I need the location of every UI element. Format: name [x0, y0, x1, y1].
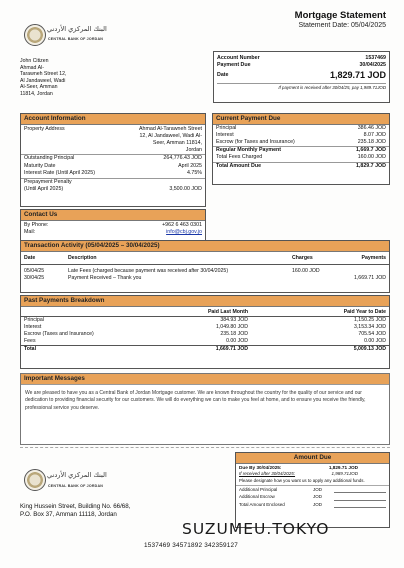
- amount-row: Date 1,829.71 JOD: [217, 70, 386, 81]
- coupon-header: Amount Due: [236, 453, 389, 464]
- current-payment-header: Current Payment Due: [213, 114, 389, 125]
- late-payment-note: If payment is received after 30/04/25, pay 1,989.71JOD: [278, 85, 386, 91]
- customer-address-line: Ahmad Al-: [20, 64, 44, 71]
- micr-line: 1537469 34571892 342359127: [144, 542, 239, 549]
- bank-seal-icon: [24, 24, 46, 46]
- account-information-box: [20, 113, 206, 207]
- account-info-row: Outstanding Principal 264,776.43 JOD: [24, 155, 202, 162]
- prepayment-penalty-row: Prepayment Penalty: [24, 179, 72, 186]
- coupon-due-row: Due By 30/04/2025: 1,829.71 JOD: [239, 464, 358, 470]
- phone-number[interactable]: +962 6 463 0301: [162, 221, 202, 228]
- current-payment-row: Interest 8.07 JOD: [216, 131, 386, 138]
- current-payment-row: Total Fees Charged 160.00 JOD: [216, 154, 386, 161]
- past-payments-row: Fees 0.00 JOD 0.00 JOD: [24, 337, 386, 344]
- bank-name-arabic: البنك المركزي الأردني: [47, 25, 107, 33]
- payment-coupon-box: [235, 452, 390, 528]
- past-payments-row: Interest 1,049.80 JOD 3,153.34 JOD: [24, 323, 386, 330]
- transaction-header-row: Date Description Charges Payments: [21, 255, 389, 265]
- current-payment-row: Escrow (for Taxes and Insurance) 235.18 JOD: [216, 139, 386, 145]
- account-number-row: Account Number 1537469: [217, 55, 386, 61]
- coupon-late-row: If received after 30/04/2025: 1,989.71JOD: [239, 471, 358, 477]
- tear-line: [20, 447, 390, 448]
- mail-row: Mail: info@cbj.gov.jo: [24, 228, 202, 235]
- amount-due: 1,829.71 JOD: [329, 70, 386, 81]
- phone-row: By Phone: +962 6 463 0301: [24, 221, 202, 228]
- footer-address: King Hussein Street, Building No. 66/68, P.O. Box 37, Amman 11118, Jordan: [20, 503, 131, 518]
- coupon-line: Additional Principal JOD: [236, 485, 389, 493]
- prepayment-penalty-value: 3,500.00 JOD: [169, 186, 202, 193]
- prepayment-penalty-value-row: (Until April 2025) 3,500.00 JOD: [24, 186, 202, 193]
- current-payment-row: Total Amount Due 1,829.7 JOD: [213, 162, 389, 170]
- customer-address-line: Al-Seer, Amman: [20, 84, 58, 91]
- transaction-activity-header: Transaction Activity (05/04/2025 – 30/04/2025): [21, 241, 389, 252]
- past-payments-row: Total 1,669.71 JOD 5,009.13 JOD: [21, 345, 389, 353]
- property-address-row: Property Address Ahmad Al-Tarawneh Street 12, Al Jandaweel, Wadi Al- Seer, Amman 11814, Jordan: [24, 125, 202, 154]
- watermark-text: SUZUMEU.TOKYO: [182, 520, 330, 538]
- account-info-row: Maturity Date April 2025: [24, 162, 202, 169]
- footer-bank-name-arabic: البنك المركزي الأردني: [47, 471, 107, 479]
- property-address: Ahmad Al-Tarawneh Street 12, Al Jandaweel, Wadi Al- Seer, Amman 11814, Jordan: [138, 125, 202, 154]
- past-payments-row: Principal 384.93 JOD 1,150.25 JOD: [24, 316, 386, 323]
- important-messages-header: Important Messages: [21, 374, 389, 385]
- account-summary-box: [213, 51, 390, 103]
- customer-name: John Citizen: [20, 58, 49, 64]
- current-payment-row: Regular Monthly Payment 1,669.7 JOD: [213, 146, 389, 154]
- page-title: Mortgage Statement: [294, 10, 386, 21]
- important-messages-box: [20, 373, 390, 445]
- customer-address: [20, 58, 86, 98]
- payment-due-row: Payment Due 30/04/2025: [217, 62, 386, 69]
- customer-address-line: Al Jandaweel, Wadi: [20, 77, 66, 84]
- past-payments-box: [20, 295, 390, 369]
- footer-bank-name-english: CENTRAL BANK OF JORDAN: [48, 484, 104, 488]
- past-payments-header: Past Payments Breakdown: [21, 296, 389, 307]
- email-link[interactable]: info@cbj.gov.jo: [166, 228, 202, 235]
- transaction-table: [21, 255, 389, 282]
- additional-principal-input[interactable]: [334, 486, 386, 493]
- contact-box: [20, 209, 206, 241]
- account-information-header: Account Information: [21, 114, 205, 125]
- past-payments-row: Escrow (Taxes and Insurance) 235.18 JOD 705.54 JOD: [24, 330, 386, 337]
- total-enclosed-input[interactable]: [334, 501, 386, 508]
- transaction-row: 05/04/25 Late Fees (charged because payment was received after 30/04/2025) 160.00 JOD: [24, 267, 320, 274]
- coupon-instruction: Please designate how you want us to apply any additional funds.: [239, 477, 365, 483]
- bank-name-english: CENTRAL BANK OF JORDAN: [48, 37, 104, 41]
- contact-header: Contact Us: [21, 210, 205, 221]
- customer-address-line: 11814, Jordan: [20, 90, 53, 97]
- current-payment-box: [212, 113, 390, 185]
- current-payment-rows: [213, 125, 389, 170]
- past-payments-header-row: Paid Last Month Paid Year to Date: [21, 309, 389, 317]
- additional-escrow-input[interactable]: [334, 493, 386, 500]
- customer-address-line: Tarawneh Street 12,: [20, 71, 67, 78]
- coupon-line: Additional Escrow JOD: [236, 493, 389, 500]
- transaction-row: 30/04/25 Payment Received – Thank you 1,669.71 JOD: [24, 274, 386, 281]
- footer-bank-seal-icon: [24, 469, 46, 491]
- current-payment-row: Principal 386.46 JOD: [216, 124, 386, 131]
- payment-due-date: 30/04/2025: [359, 62, 386, 69]
- account-info-row: Interest Rate (Until April 2025) 4.75%: [24, 169, 202, 176]
- statement-date: Statement Date: 05/04/2025: [298, 22, 386, 29]
- account-number: 1537469: [365, 55, 386, 61]
- coupon-line: Total Amount Enclosed JOD: [236, 501, 389, 508]
- important-messages-body: We are pleased to have you as a Central Bank of Jordan Mortgage customer. We are known throughout the country for the quality of our service and our dedication to providing financial security for our customers. We will do everything we can to make you feel at home, and to ensure you receive the friendly, professional service you deserve.: [25, 389, 366, 411]
- transaction-activity-box: [20, 240, 390, 293]
- past-payments-table: [21, 309, 389, 353]
